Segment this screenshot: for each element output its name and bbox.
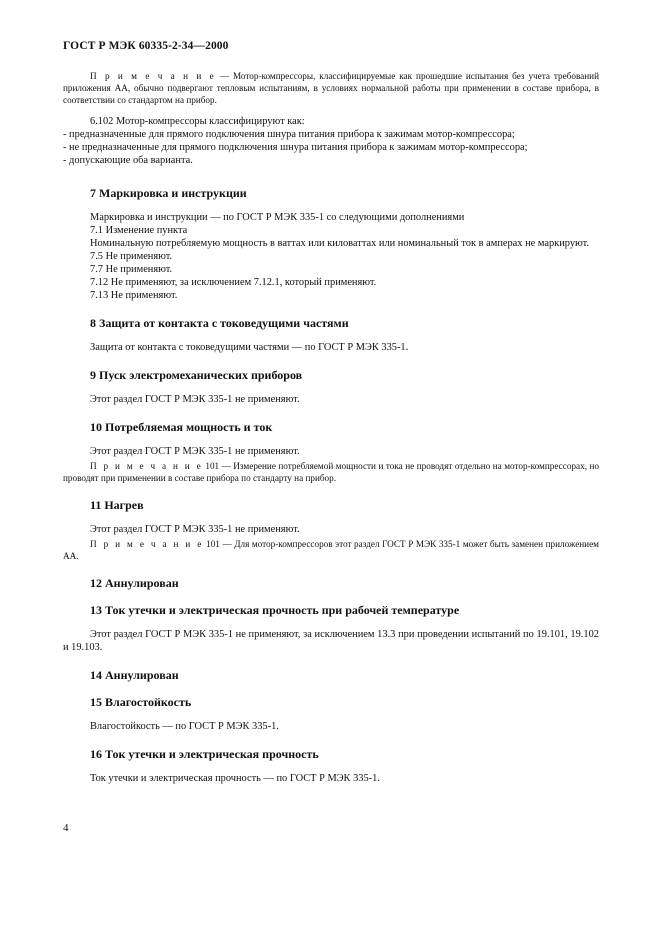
section-10-heading: 10 Потребляемая мощность и ток [90,420,273,434]
clause-6102-item: - предназначенные для прямого подключения шнура питания прибора к зажимам мотор-компрессора; [63,129,515,140]
note-label: П р и м е ч а н и е [90,461,203,471]
note-text: 101 — Для мотор-компрессоров этот раздел ГОСТ Р МЭК 335-1 может быть заменен приложением АА. [63,539,599,561]
section-14-heading: 14 Аннулирован [90,668,179,682]
page-content [63,70,599,785]
section-8-text: Защита от контакта с токоведущими частями — по ГОСТ Р МЭК 335-1. [90,342,409,353]
section-7-intro: Маркировка и инструкции — по ГОСТ Р МЭК 335-1 со следующими дополнениями [90,212,465,223]
section-7-heading: 7 Маркировка и инструкции [90,186,247,200]
section-16-text: Ток утечки и электрическая прочность — по ГОСТ Р МЭК 335-1. [90,773,380,784]
section-8-heading: 8 Защита от контакта с токоведущими частями [90,316,349,330]
section-11-text: Этот раздел ГОСТ Р МЭК 335-1 не применяют. [90,524,300,535]
section-15-text: Влагостойкость — по ГОСТ Р МЭК 335-1. [90,721,279,732]
section-10-text: Этот раздел ГОСТ Р МЭК 335-1 не применяют. [90,446,300,457]
section-13-text: Этот раздел ГОСТ Р МЭК 335-1 не применяют, за исключением 13.3 при проведении испытаний по 19.101, 19.102 и 19.103. [63,629,599,653]
section-7-item: 7.5 Не применяют. [90,251,173,262]
section-11-note [63,538,599,562]
page-number: 4 [63,822,69,834]
section-12-heading: 12 Аннулирован [90,576,179,590]
document-header: ГОСТ Р МЭК 60335-2-34—2000 [63,40,229,52]
clause-6102-item: - допускающие оба варианта. [63,155,193,166]
section-15-heading: 15 Влагостойкость [90,695,192,709]
section-7-item: 7.7 Не применяют. [90,264,173,275]
section-7-item: 7.12 Не применяют, за исключением 7.12.1, который применяют. [90,277,377,288]
section-11-heading: 11 Нагрев [90,498,144,512]
note-label: П р и м е ч а н и е [90,539,204,549]
note-text: — Мотор-компрессоры, классифицируемые как прошедшие испытания без учета требований приложения АА, обычно подвергают тепловым испытаниям, в условиях нормальной работы при применении в составе прибора, в соответствии со стандартом на прибор. [63,71,599,105]
section-7-sub71-text: Номинальную потребляемую мощность в ваттах или киловаттах или номинальный ток в амперах не маркируют. [90,238,590,249]
section-13-heading: 13 Ток утечки и электрическая прочность при рабочей температуре [90,603,460,617]
section-9-text: Этот раздел ГОСТ Р МЭК 335-1 не применяют. [90,394,300,405]
section-16-heading: 16 Ток утечки и электрическая прочность [90,747,319,761]
note-text: 101 — Измерение потребляемой мощности и тока не проводят отдельно на мотор-компрессорах, но проводят при применении в составе прибора по стандарту на прибор. [63,461,599,483]
clause-6102-intro: 6.102 Мотор-компрессоры классифицируют как: [90,116,305,127]
note-paragraph [63,70,599,106]
section-10-note [63,460,599,484]
section-9-heading: 9 Пуск электромеханических приборов [90,368,303,382]
note-label: П р и м е ч а н и е [90,71,216,81]
clause-6102-item: - не предназначенные для прямого подключения шнура питания прибора к зажимам мотор-компрессора; [63,142,528,153]
section-7-sub71: 7.1 Изменение пункта [90,225,188,236]
section-7-item: 7.13 Не применяют. [90,290,178,301]
